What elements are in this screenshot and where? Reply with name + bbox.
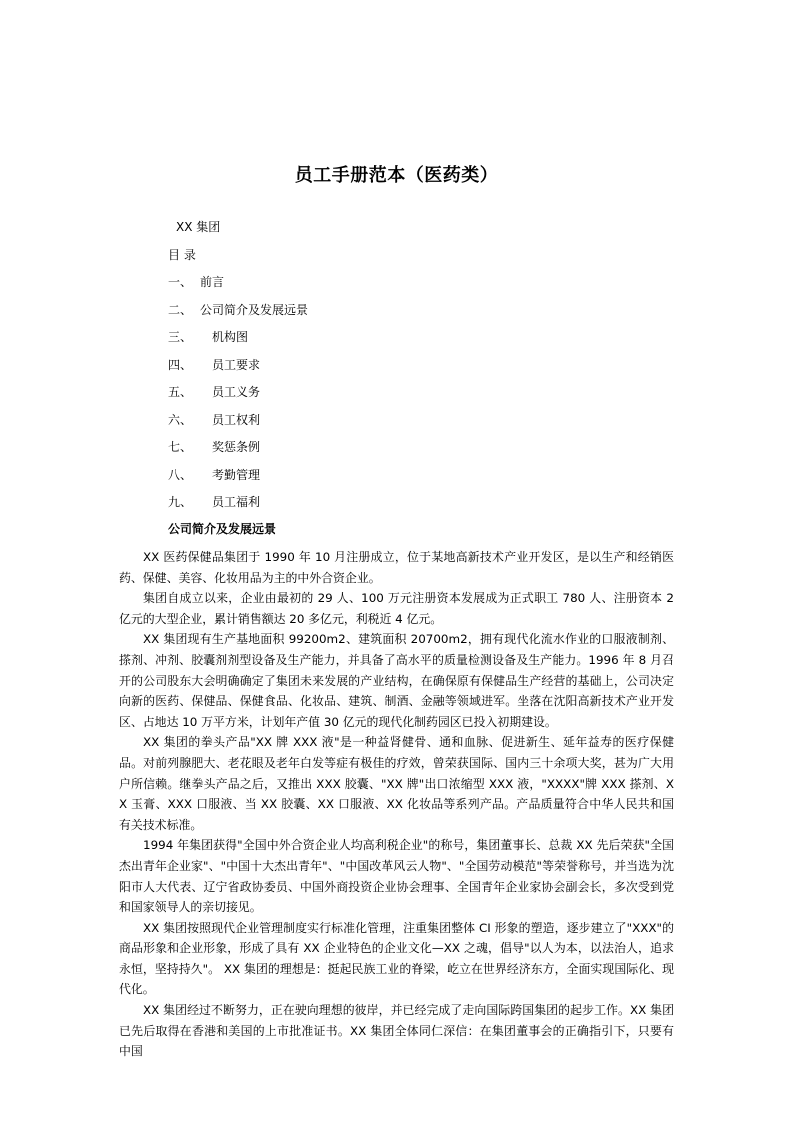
company-name: XX 集团 [176,220,221,234]
toc-item-number: 二、 [168,302,193,317]
toc-item-label: 奖惩条例 [212,440,261,454]
paragraph: XX 医药保健品集团于 1990 年 10 月注册成立，位于某地高新技术产业开发区，是以生产和经销医药、保健、美容、化妆用品为主的中外合资企业。 [119,550,674,585]
toc-item-number: 九、 [168,495,193,509]
paragraph: XX 集团现有生产基地面积 99200m2、建筑面积 20700m2，拥有现代化流水作业的口服液制剂、搽剂、冲剂、胶囊剂剂型设备及生产能力，并具备了高水平的质量检测设备及生产能力。1996 年 8 月召开的公司股东大会明确确定了集团未来发展的产业结构，在确保原有保健品生产经营的基础上，公司决定向新的医药、保健品、保健食品、化妆品、建筑、制酒、金融等领域进军。坐落在沈阳高新技术产业开发区、占地达 10 万平方米，计划年产值 30 亿元的现代化制药园区已投入初期建设。 [119,632,674,729]
body-text [119,547,674,1062]
toc-item-label: 机构图 [212,330,249,344]
toc-item-label: 员工要求 [212,357,261,372]
paragraph: XX 集团经过不断努力，正在驶向理想的彼岸，并已经完成了走向国际跨国集团的起步工作。XX 集团已先后取得在香港和美国的上市批准证书。XX 集团全体同仁深信：在集团董事会的正确指引下，只要有中国 [119,1003,674,1059]
toc-item-number: 一、 [168,275,193,289]
toc-item-number: 四、 [168,357,193,372]
toc-heading: 目 录 [168,248,196,262]
paragraph: 1994 年集团获得"全国中外合资企业人均高利税企业"的称号，集团董事长、总裁 XX 先后荣获"全国杰出青年企业家"、"中国十大杰出青年"、"中国改革风云人物"、"全国劳动模范"等荣誉称号，并当选为沈阳市人大代表、辽宁省政协委员、中国外商投资企业协会理事、全国青年企业家协会副会长，多次受到党和国家领导人的亲切接见。 [119,838,674,915]
toc-item-label: 员工福利 [212,495,261,509]
toc-item-label: 员工义务 [212,385,261,399]
toc-item-label: 考勤管理 [212,467,261,482]
section-heading: 公司简介及发展远景 [168,522,277,536]
toc-item-label: 前言 [200,275,225,289]
paragraph: 集团自成立以来，企业由最初的 29 人、100 万元注册资本发展成为正式职工 780 人、注册资本 2 亿元的大型企业，累计销售额达 20 多亿元，利税近 4 亿元。 [119,591,674,626]
paragraph: XX 集团的拳头产品"XX 牌 XXX 液"是一种益肾健骨、通和血脉、促进新生、延年益寿的医疗保健品。对前列腺肥大、老花眼及老年白发等症有极佳的疗效，曾荣获国际、国内三十余项大奖，甚为广大用户所信赖。继拳头产品之后，又推出 XXX 胶囊、"XX 牌"出口浓缩型 XXX 液，"XXXX"牌 XXX 搽剂、XX 玉膏、XXX 口服液、当 XX 胶囊、XX 口服液、XX 化妆品等系列产品。产品质量符合中华人民共和国有关技术标准。 [119,735,674,832]
toc-item-label: 公司简介及发展远景 [200,302,309,317]
document-title: 员工手册范本（医药类） [294,165,499,186]
paragraph: XX 集团按照现代企业管理制度实行标准化管理，注重集团整体 CI 形象的塑造，逐步建立了"XXX"的商品形象和企业形象，形成了具有 XX 企业特色的企业文化—XX 之魂，倡导"以人为本，以法治人，追求永恒，坚持持久"。 XX 集团的理想是：挺起民族工业的脊梁，屹立在世界经济东方，全面实现国际化、现代化。 [119,920,674,997]
toc-item-number: 五、 [168,385,193,399]
toc-item-label: 员工权利 [212,412,261,427]
toc-item-number: 七、 [168,440,193,454]
toc-item-number: 八、 [168,467,193,482]
toc-item-number: 六、 [168,412,193,427]
toc-item-number: 三、 [168,330,193,344]
